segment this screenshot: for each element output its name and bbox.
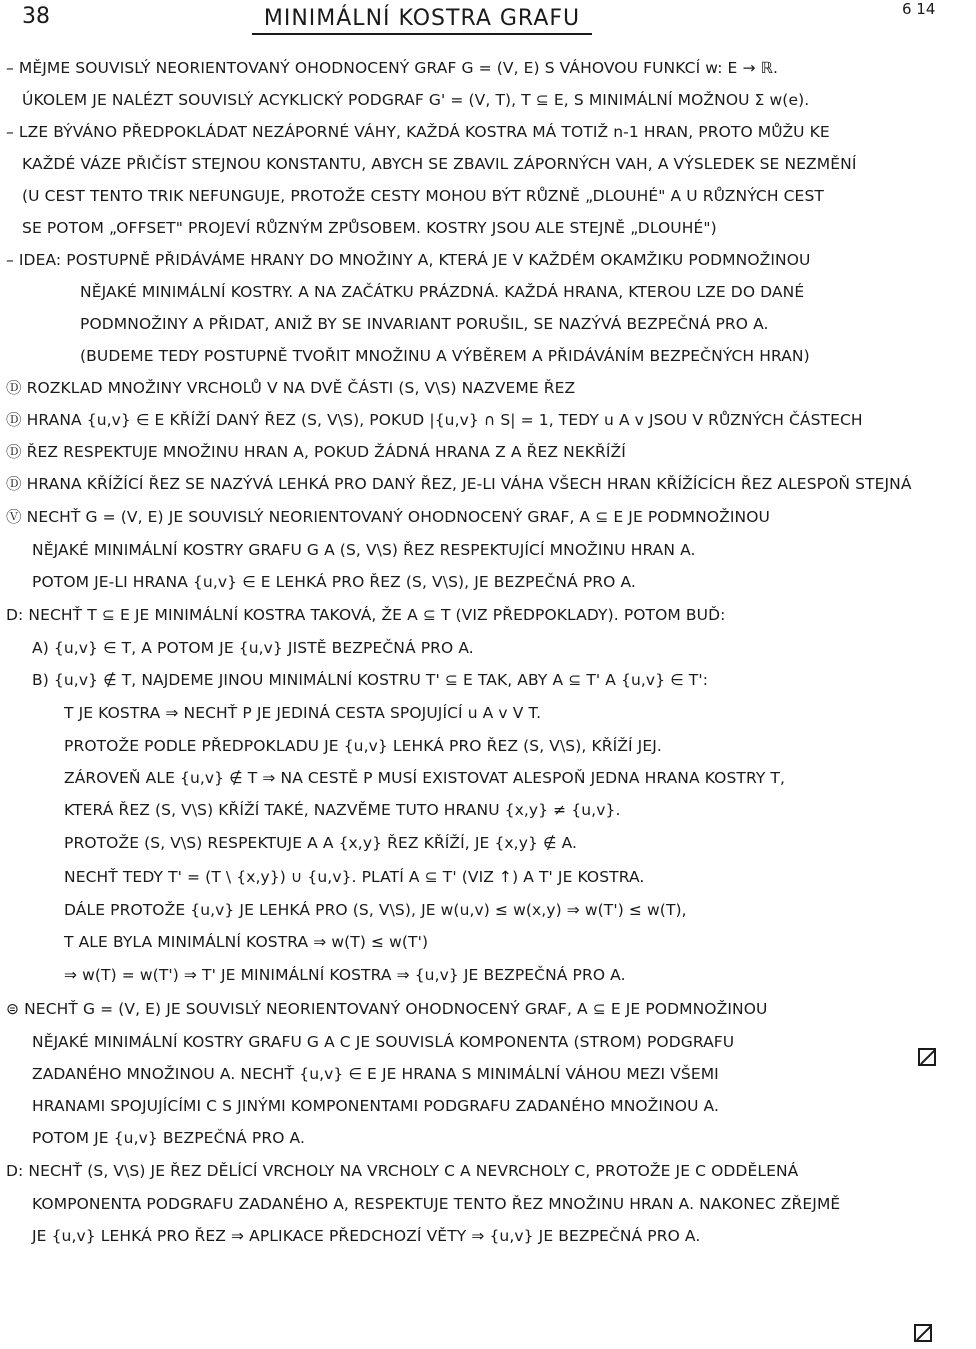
text-line: KTERÁ ŘEZ (S, V\S) KŘÍŽÍ TAKÉ, NAZVĚME TUTO HRANU {x,y} ≠ {u,v}. [64, 801, 621, 819]
notes-body [6, 52, 968, 1252]
text-line: JE {u,v} LEHKÁ PRO ŘEZ ⇒ APLIKACE PŘEDCHOZÍ VĚTY ⇒ {u,v} JE BEZPEČNÁ PRO A. [32, 1227, 701, 1245]
text-line: – LZE BÝVÁNO PŘEDPOKLÁDAT NEZÁPORNÉ VÁHY, KAŽDÁ KOSTRA MÁ TOTIŽ n-1 HRAN, PROTO MŮŽU KE [6, 123, 830, 141]
text-line: ZÁROVEŇ ALE {u,v} ∉ T ⇒ NA CESTĚ P MUSÍ EXISTOVAT ALESPOŇ JEDNA HRANA KOSTRY T, [64, 769, 786, 787]
text-line: NĚJAKÉ MINIMÁLNÍ KOSTRY GRAFU G A (S, V\S) ŘEZ RESPEKTUJÍCÍ MNOŽINU HRAN A. [32, 541, 696, 559]
text-line: (BUDEME TEDY POSTUPNĚ TVOŘIT MNOŽINU A VÝBĚREM A PŘIDÁVÁNÍM BEZPEČNÝCH HRAN) [80, 347, 810, 365]
text-line: ⊜ NECHŤ G = (V, E) JE SOUVISLÝ NEORIENTOVANÝ OHODNOCENÝ GRAF, A ⊆ E JE PODMNOŽINOU [6, 1000, 768, 1018]
proof-end-icon [914, 1324, 932, 1342]
text-line: D: NECHŤ T ⊆ E JE MINIMÁLNÍ KOSTRA TAKOVÁ, ŽE A ⊆ T (VIZ PŘEDPOKLADY). POTOM BUĎ: [6, 606, 726, 624]
text-line: Ⓓ ROZKLAD MNOŽINY VRCHOLŮ V NA DVĚ ČÁSTI (S, V\S) NAZVEME ŘEZ [6, 379, 576, 397]
corner-note: 6 14 [902, 0, 936, 18]
text-line: NĚJAKÉ MINIMÁLNÍ KOSTRY. A NA ZAČÁTKU PRÁZDNÁ. KAŽDÁ HRANA, KTEROU LZE DO DANÉ [80, 283, 805, 301]
text-line: KOMPONENTA PODGRAFU ZADANÉHO A, RESPEKTUJE TENTO ŘEZ MNOŽINU HRAN A. NAKONEC ZŘEJMĚ [32, 1195, 841, 1213]
text-line: A) {u,v} ∈ T, A POTOM JE {u,v} JISTĚ BEZPEČNÁ PRO A. [32, 639, 474, 657]
text-line: – IDEA: POSTUPNĚ PŘIDÁVÁME HRANY DO MNOŽINY A, KTERÁ JE V KAŽDÉM OKAMŽIKU PODMNOŽINOU [6, 251, 811, 269]
page-title: MINIMÁLNÍ KOSTRA GRAFU [252, 6, 592, 35]
text-line: D: NECHŤ (S, V\S) JE ŘEZ DĚLÍCÍ VRCHOLY NA VRCHOLY C A NEVRCHOLY C, PROTOŽE JE C ODDĚLENÁ [6, 1162, 799, 1180]
text-line: POTOM JE {u,v} BEZPEČNÁ PRO A. [32, 1129, 306, 1147]
text-line: HRANAMI SPOJUJÍCÍMI C S JINÝMI KOMPONENTAMI PODGRAFU ZADANÉHO MNOŽINOU A. [32, 1097, 719, 1115]
text-line: Ⓥ NECHŤ G = (V, E) JE SOUVISLÝ NEORIENTOVANÝ OHODNOCENÝ GRAF, A ⊆ E JE PODMNOŽINOU [6, 508, 770, 526]
page-number: 38 [22, 4, 50, 29]
text-line: DÁLE PROTOŽE {u,v} JE LEHKÁ PRO (S, V\S), JE w(u,v) ≤ w(x,y) ⇒ w(T') ≤ w(T), [64, 901, 687, 919]
text-line: T JE KOSTRA ⇒ NECHŤ P JE JEDINÁ CESTA SPOJUJÍCÍ u A v V T. [64, 704, 542, 722]
text-line: KAŽDÉ VÁZE PŘIČÍST STEJNOU KONSTANTU, ABYCH SE ZBAVIL ZÁPORNÝCH VAH, A VÝSLEDEK SE NEZMĚNÍ [22, 155, 857, 173]
text-line: – MĚJME SOUVISLÝ NEORIENTOVANÝ OHODNOCENÝ GRAF G = (V, E) S VÁHOVOU FUNKCÍ w: E → ℝ. [6, 59, 778, 77]
text-line: ZADANÉHO MNOŽINOU A. NECHŤ {u,v} ∈ E JE HRANA S MINIMÁLNÍ VÁHOU MEZI VŠEMI [32, 1065, 719, 1083]
text-line: ⇒ w(T) = w(T') ⇒ T' JE MINIMÁLNÍ KOSTRA ⇒ {u,v} JE BEZPEČNÁ PRO A. [64, 966, 626, 984]
text-line: PROTOŽE PODLE PŘEDPOKLADU JE {u,v} LEHKÁ PRO ŘEZ (S, V\S), KŘÍŽÍ JEJ. [64, 737, 662, 755]
text-line: POTOM JE-LI HRANA {u,v} ∈ E LEHKÁ PRO ŘEZ (S, V\S), JE BEZPEČNÁ PRO A. [32, 573, 636, 591]
text-line: PROTOŽE (S, V\S) RESPEKTUJE A A {x,y} ŘEZ KŘÍŽÍ, JE {x,y} ∉ A. [64, 834, 578, 852]
text-line: SE POTOM „OFFSET" PROJEVÍ RŮZNÝM ZPŮSOBEM. KOSTRY JSOU ALE STEJNĚ „DLOUHÉ") [22, 219, 717, 237]
text-line: T ALE BYLA MINIMÁLNÍ KOSTRA ⇒ w(T) ≤ w(T') [64, 933, 429, 951]
text-line: NECHŤ TEDY T' = (T \ {x,y}) ∪ {u,v}. PLATÍ A ⊆ T' (VIZ ↑) A T' JE KOSTRA. [64, 868, 645, 886]
text-line: NĚJAKÉ MINIMÁLNÍ KOSTRY GRAFU G A C JE SOUVISLÁ KOMPONENTA (STROM) PODGRAFU [32, 1033, 735, 1051]
text-line: (U CEST TENTO TRIK NEFUNGUJE, PROTOŽE CESTY MOHOU BÝT RŮZNĚ „DLOUHÉ" A U RŮZNÝCH CEST [22, 187, 824, 205]
text-line: PODMNOŽINY A PŘIDAT, ANIŽ BY SE INVARIANT PORUŠIL, SE NAZÝVÁ BEZPEČNÁ PRO A. [80, 315, 769, 333]
text-line: Ⓓ ŘEZ RESPEKTUJE MNOŽINU HRAN A, POKUD ŽÁDNÁ HRANA Z A ŘEZ NEKŘÍŽÍ [6, 443, 626, 461]
proof-end-icon [918, 1048, 936, 1066]
text-line: Ⓓ HRANA KŘÍŽÍCÍ ŘEZ SE NAZÝVÁ LEHKÁ PRO DANÝ ŘEZ, JE-LI VÁHA VŠECH HRAN KŘÍŽÍCÍCH ŘEZ ALESPOŇ STEJNÁ [6, 475, 912, 493]
text-line: B) {u,v} ∉ T, NAJDEME JINOU MINIMÁLNÍ KOSTRU T' ⊆ E TAK, ABY A ⊆ T' A {u,v} ∈ T': [32, 671, 709, 689]
text-line: ÚKOLEM JE NALÉZT SOUVISLÝ ACYKLICKÝ PODGRAF G' = (V, T), T ⊆ E, S MINIMÁLNÍ MOŽNOU Σ w(e). [22, 91, 810, 109]
text-line: Ⓓ HRANA {u,v} ∈ E KŘÍŽÍ DANÝ ŘEZ (S, V\S), POKUD |{u,v} ∩ S| = 1, TEDY u A v JSOU V RŮZNÝCH ČÁSTECH [6, 411, 863, 429]
